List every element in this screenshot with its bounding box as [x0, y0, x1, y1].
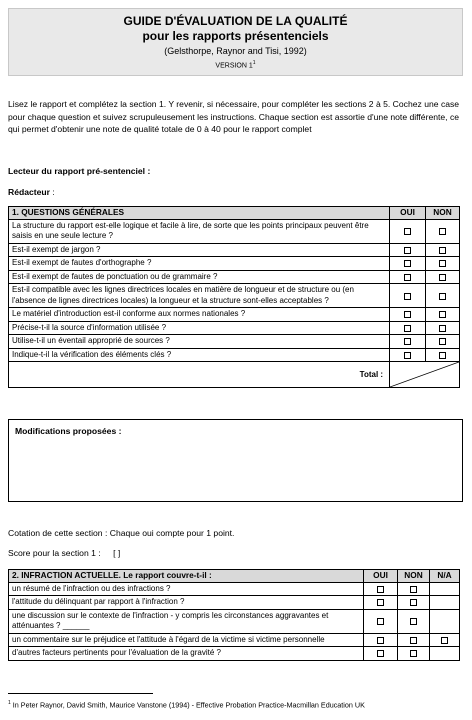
score-line: [8, 548, 120, 558]
no-checkbox[interactable]: [439, 352, 446, 359]
question-text: l'attitude du délinquant par rapport à l'infraction ?: [9, 596, 364, 610]
reader-label: Lecteur du rapport pré-sentenciel :: [8, 166, 151, 176]
modifications-label: Modifications proposées :: [15, 426, 122, 436]
no-checkbox[interactable]: [439, 274, 446, 281]
yes-checkbox[interactable]: [377, 618, 384, 625]
no-checkbox[interactable]: [410, 586, 417, 593]
no-checkbox[interactable]: [439, 228, 446, 235]
column-yes-header: OUI: [390, 207, 426, 220]
yes-checkbox[interactable]: [377, 637, 384, 644]
modifications-box[interactable]: [8, 419, 463, 502]
question-text: un commentaire sur le préjudice et l'attitude à l'égard de la victime si victime personnelle: [9, 633, 364, 647]
question-text: Précise-t-il la source d'information utilisée ?: [9, 321, 390, 335]
question-text: Est-il compatible avec les lignes directrices locales en matière de longueur et de structure ou (en l'absence de lignes directrices locales) la longueur et la structure sont-elles acceptables ?: [9, 284, 390, 308]
yes-checkbox[interactable]: [404, 338, 411, 345]
footnote-marker: 1: [8, 700, 11, 706]
yes-checkbox[interactable]: [404, 325, 411, 332]
no-checkbox[interactable]: [439, 325, 446, 332]
title-header: [8, 8, 463, 76]
document-title: GUIDE D'ÉVALUATION DE LA QUALITÉ: [123, 14, 348, 28]
no-checkbox[interactable]: [410, 599, 417, 606]
yes-checkbox[interactable]: [404, 311, 411, 318]
document-subtitle: pour les rapports présentenciels: [142, 29, 329, 43]
yes-checkbox[interactable]: [404, 260, 411, 267]
score-field[interactable]: [ ]: [113, 548, 121, 558]
yes-checkbox[interactable]: [404, 228, 411, 235]
version-footnote-ref: 1: [252, 60, 256, 66]
section2-table: [8, 569, 460, 661]
no-checkbox[interactable]: [410, 650, 417, 657]
no-checkbox[interactable]: [410, 637, 417, 644]
section1-table: [8, 206, 460, 388]
total-label: Total :: [9, 362, 390, 388]
column-no-header: NON: [398, 570, 430, 583]
question-text: La structure du rapport est-elle logique et facile à lire, de sorte que les points principaux peuvent être saisis en une seule lecture ?: [9, 219, 390, 243]
footnote: [8, 700, 468, 710]
document-authors: (Gelsthorpe, Raynor and Tisi, 1992): [164, 46, 307, 56]
yes-checkbox[interactable]: [404, 247, 411, 254]
question-text: Est-il exempt de jargon ?: [9, 243, 390, 257]
yes-checkbox[interactable]: [404, 293, 411, 300]
footnote-divider: [8, 693, 153, 694]
no-checkbox[interactable]: [439, 247, 446, 254]
column-na-header: N/A: [430, 570, 460, 583]
question-text: Est-il exempt de fautes de ponctuation ou de grammaire ?: [9, 270, 390, 284]
no-checkbox[interactable]: [439, 311, 446, 318]
section1-title: 1. QUESTIONS GÉNÉRALES: [9, 207, 390, 220]
crossed-out-mark: [390, 362, 459, 387]
question-text: d'autres facteurs pertinents pour l'évaluation de la gravité ?: [9, 647, 364, 661]
footnote-text: In Peter Raynor, David Smith, Maurice Vanstone (1994) - Effective Probation Practice-Macmillan Education UK: [10, 700, 365, 710]
question-text: Indique-t-il la vérification des éléments clés ?: [9, 348, 390, 362]
question-text: une discussion sur le contexte de l'infraction - y compris les circonstances aggravantes et atténuantes ? ______: [9, 609, 364, 633]
yes-checkbox[interactable]: [377, 650, 384, 657]
column-yes-header: OUI: [364, 570, 398, 583]
score-label: Score pour la section 1 :: [8, 548, 101, 558]
no-checkbox[interactable]: [439, 260, 446, 267]
editor-label: Rédacteur :: [8, 187, 55, 197]
document-version: VERSION $1^1$: [215, 60, 256, 70]
no-checkbox[interactable]: [439, 293, 446, 300]
yes-checkbox[interactable]: [377, 599, 384, 606]
question-text: un résumé de l'infraction ou des infractions ?: [9, 582, 364, 596]
question-text: Est-il exempt de fautes d'orthographe ?: [9, 257, 390, 271]
section2-title: 2. INFRACTION ACTUELLE. Le rapport couvre-t-il :: [9, 570, 364, 583]
yes-checkbox[interactable]: [377, 586, 384, 593]
question-text: Utilise-t-il un éventail approprié de sources ?: [9, 335, 390, 349]
yes-checkbox[interactable]: [404, 352, 411, 359]
column-no-header: NON: [426, 207, 460, 220]
na-checkbox[interactable]: [441, 637, 448, 644]
no-checkbox[interactable]: [439, 338, 446, 345]
question-text: Le matériel d'introduction est-il conforme aux normes nationales ?: [9, 308, 390, 322]
instructions-paragraph: Lisez le rapport et complétez la section 1. Y revenir, si nécessaire, pour compléter les sections 2 à 5. Cochez une case pour chaque question et suivez scrupuleusement les instructions. Chaque section est assortie d'une note différente, ce qui permet d'obtenir une note de qualité totale de 0 à 40 pour le rapport complet: [8, 99, 460, 134]
yes-checkbox[interactable]: [404, 274, 411, 281]
total-cell: [390, 362, 460, 388]
no-checkbox[interactable]: [410, 618, 417, 625]
scoring-instructions: Cotation de cette section : Chaque oui compte pour 1 point.: [8, 528, 235, 538]
